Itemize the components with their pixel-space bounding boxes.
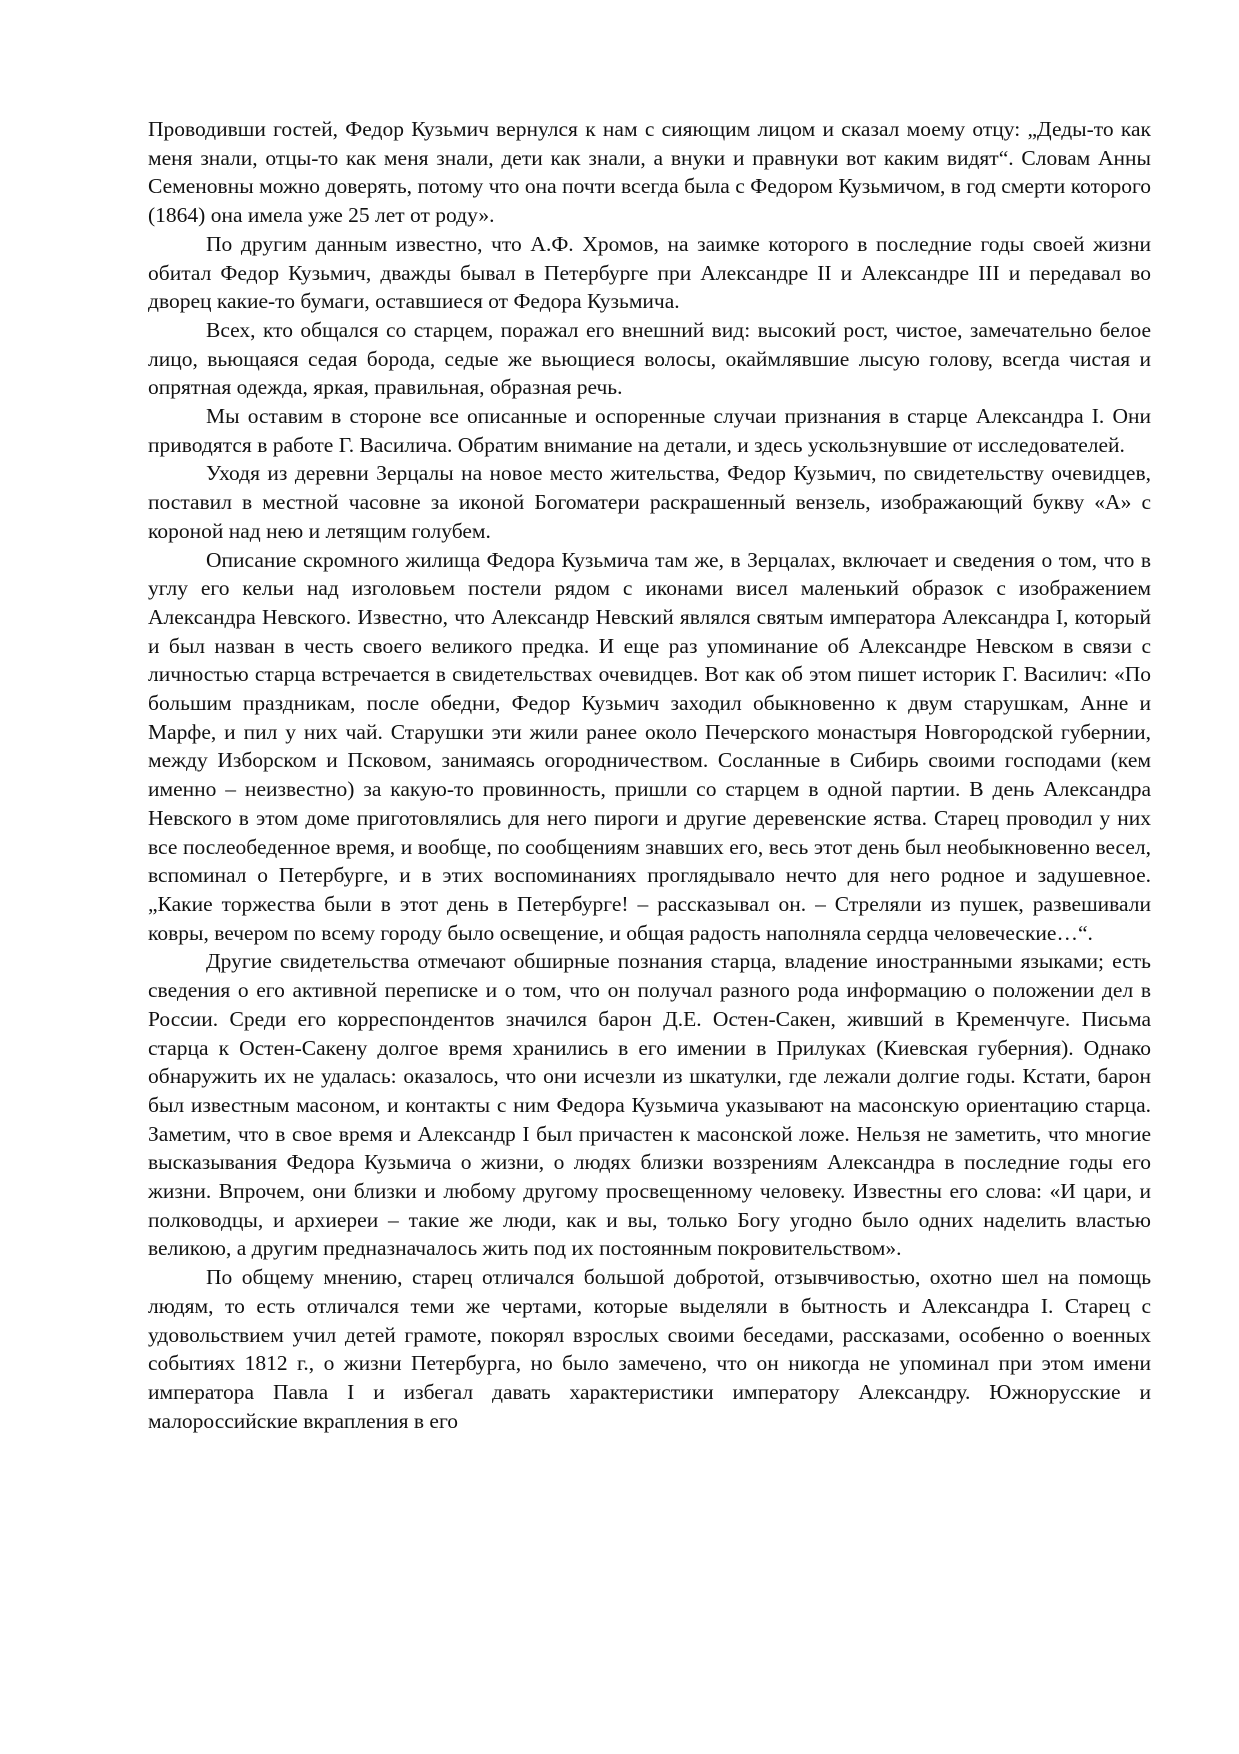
paragraph-2: По другим данным известно, что А.Ф. Хромов, на заимке которого в последние годы своей жизни обитал Федор Кузьмич, дважды бывал в Петербурге при Александре II и Александре III и передавал во дворец какие-то бумаги, оставшиеся от Федора Кузьмича. xyxy=(148,231,1151,314)
paragraph-7: Другие свидетельства отмечают обширные познания старца, владение иностранными языками; есть сведения о его активной переписке и о том, что он получал разного рода информацию о положении дел в России. Среди его корреспондентов значился барон Д.Е. Остен-Сакен, живший в Кременчуге. Письма старца к Остен-Сакену долгое время хранились в его имении в Прилуках (Киевская губерния). Однако обнаружить их не удалась: оказалось, что они исчезли из шкатулки, где лежали долгие годы. Кстати, барон был известным масоном, и контакты с ним Федора Кузьмича указывают на масонскую ориентацию старца. Заметим, что в свое время и Александр I был причастен к масонской ложе. Нельзя не заметить, что многие высказывания Федора Кузьмича о жизни, о людях близки воззрениям Александра в последние годы его жизни. Впрочем, они близки и любому другому просвещенному человеку. Известны его слова: «И цари, и полководцы, и архиереи – такие же люди, как и вы, только Богу угодно было одних наделить властью великою, а другим предназначалось жить под их постоянным покровительством». xyxy=(148,949,1151,1261)
paragraph-4: Мы оставим в стороне все описанные и оспоренные случаи признания в старце Александра I. Они приводятся в работе Г. Василича. Обратим внимание на детали, и здесь ускользнувшие от исследователей. xyxy=(148,404,1151,457)
paragraph-5: Уходя из деревни Зерцалы на новое место жительства, Федор Кузьмич, по свидетельству очевидцев, поставил в местной часовне за иконой Богоматери раскрашенный вензель, изображающий букву «А» с короной над нею и летящим голубем. xyxy=(148,461,1151,543)
paragraph-6: Описание скромного жилища Федора Кузьмича там же, в Зерцалах, включает и сведения о том, что в углу его кельи над изголовьем постели рядом с иконами висел маленький образок с изображением Александра Невского. Известно, что Александр Невский являлся святым императора Александра I, который и был назван в честь своего великого предка. И еще раз упоминание об Александре Невском в связи с личностью старца встречается в свидетельствах очевидцев. Вот как об этом пишет историк Г. Василич: «По большим праздникам, после обедни, Федор Кузьмич заходил обыкновенно к двум старушкам, Анне и Марфе, и пил у них чай. Старушки эти жили ранее около Печерского монастыря Новгородской губернии, между Изборском и Псковом, занимаясь огородничеством. Сосланные в Сибирь своими господами (кем именно – неизвестно) за какую-то провинность, пришли со старцем в одной партии. В день Александра Невского в этом доме приготовлялись для него пироги и другие деревенские яства. Старец проводил у них все послеобеденное время, и вообще, по сообщениям знавших его, весь этот день был необыкновенно весел, вспоминал о Петербурге, и в этих воспоминаниях проглядывало нечто для него родное и задушевное. „Какие торжества были в этот день в Петербурге! – рассказывал он. – Стреляли из пушек, развешивали ковры, вечером по всему городу было освещение, и общая радость наполняла сердца человеческие…“. xyxy=(148,547,1151,945)
document-page xyxy=(148,115,1151,1435)
paragraph-3: Всех, кто общался со старцем, поражал его внешний вид: высокий рост, чистое, замечательно белое лицо, вьющаяся седая борода, седые же вьющиеся волосы, окаймлявшие лысую голову, всегда чистая и опрятная одежда, яркая, правильная, образная речь. xyxy=(148,317,1151,400)
paragraph-1: Проводивши гостей, Федор Кузьмич вернулся к нам с сияющим лицом и сказал моему отцу: „Деды-то как меня знали, отцы-то как меня знали, дети как знали, а внуки и правнуки вот каким видят“. Словам Анны Семеновны можно доверять, потому что она почти всегда была с Федором Кузьмичом, в год смерти которого (1864) она имела уже 25 лет от роду». xyxy=(148,117,1151,228)
paragraph-8: По общему мнению, старец отличался большой добротой, отзывчивостью, охотно шел на помощь людям, то есть отличался теми же чертами, которые выделяли в бытность и Александра I. Старец с удовольствием учил детей грамоте, покорял взрослых своими беседами, рассказами, особенно о военных событиях 1812 г., о жизни Петербурга, но было замечено, что он никогда не упоминал при этом имени императора Павла I и избегал давать характеристики императору Александру. Южнорусские и малороссийские вкрапления в его xyxy=(148,1265,1151,1433)
